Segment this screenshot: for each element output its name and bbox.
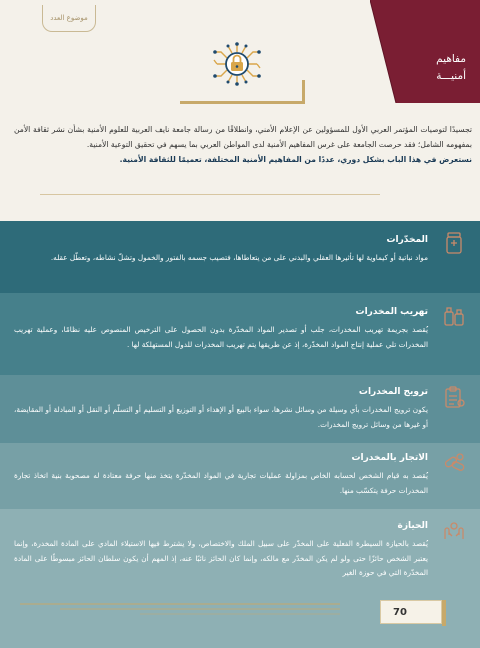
concept-section bbox=[0, 375, 480, 443]
title-line-2: أمنيـــة bbox=[436, 70, 466, 82]
concept-section bbox=[0, 293, 480, 375]
hands-icon bbox=[442, 519, 466, 543]
footer-decoration bbox=[20, 600, 340, 620]
capsules-icon bbox=[442, 451, 466, 475]
header-gold-accent bbox=[302, 80, 305, 104]
page-number-box bbox=[380, 600, 442, 624]
concept-body: يُقصد بالحيازة السيطرة الفعلية على المخدّر على سبيل الملك والاختصاص، ولا يشترط فيها الاستيلاء المادي على المادة المخدرة، وإنما يعتبر الشخص حائزًا حتى ولو لم يكن المخدّر مع مالكه، وإنما كان الحائز نائبًا عنه، إذ المهم أن يكون سلطان الحائز مبسوطًا على المادة المخدّرة التي في حوزة الغير bbox=[14, 539, 428, 577]
intro-paragraph: تجسيدًا لتوصيات المؤتمر العربي الأول للمسؤولين عن الإعلام الأمني، وانطلاقًا من رسالة جامعة نايف العربية للعلوم الأمنية بشأن نشر ثقافة الأمن بمفهومه الشامل؛ فقد حرصت الجامعة على غرس المفاهيم الأمنية لدى المواطن العربي بما يسهم في تحقيق التوعية الأمنية. bbox=[14, 125, 472, 150]
header-gold-line bbox=[180, 101, 305, 104]
intro-text bbox=[14, 122, 472, 168]
concept-section bbox=[0, 509, 480, 648]
page-title bbox=[396, 51, 466, 85]
intro-highlight: نستعرض في هذا الباب بشكل دوري، عددًا من المفاهيم الأمنية المختلفة، تعميمًا للثقافة الأمنية. bbox=[119, 155, 472, 165]
concept-title: الاتجار بالمخدرات bbox=[351, 453, 428, 463]
bottles-icon bbox=[442, 303, 466, 327]
concept-title: تهريب المخدرات bbox=[355, 307, 428, 317]
concept-title: الحيازة bbox=[397, 521, 428, 531]
title-line-1: مفاهيم bbox=[436, 53, 466, 65]
intro-divider bbox=[40, 194, 380, 195]
page-number-accent bbox=[442, 600, 446, 626]
concept-section bbox=[0, 443, 480, 509]
security-lock-circuit-icon bbox=[208, 38, 266, 90]
concept-body: يكون ترويج المخدرات بأي وسيلة من وسائل نشرها، سواء بالبيع أو الإهداء أو التوزيع أو التسليم أو التسلّم أو النقل أو المبادلة أو المقايضة، أو غيرها من وسائل ترويج المخدرات. bbox=[14, 405, 428, 429]
clipboard-icon bbox=[442, 385, 466, 409]
concepts-list bbox=[0, 221, 480, 648]
section-tag bbox=[42, 5, 96, 32]
page-number: 70 bbox=[393, 606, 407, 618]
pill-bottle-icon bbox=[442, 231, 466, 255]
concept-section bbox=[0, 221, 480, 293]
section-tag-label: موضوع العدد bbox=[50, 14, 88, 22]
concept-body: يُقصد بجريمة تهريب المخدرات، جلب أو تصدير المواد المخدّرة بدون الحصول على الترخيص المنصوص عليه نظامًا، وعملية تهريب المخدرات تلي عملية إنتاج المواد المخدّرة، إذ عن طريقها يتم تهريب المخدرات للدول المستهلكة لها . bbox=[14, 325, 428, 349]
concept-title: ترويج المخدرات bbox=[358, 387, 428, 397]
concept-body: يُقصد به قيام الشخص لحسابه الخاص بمزاولة عمليات تجارية في المواد المخدّرة يتخذ منها حرفة معتادة له مصحوبة بنية اتخاذ تجارة المخدرات حرفة يتكسّب منها. bbox=[14, 471, 428, 495]
concept-body: مواد نباتية أو كيماوية لها تأثيرها العقلي والبدني على من يتعاطاها، فتصيب جسمه بالفتور والخمول وتشلّ نشاطه، وتعطّل عقله. bbox=[50, 253, 428, 262]
concept-title: المخدّرات bbox=[386, 235, 428, 245]
corner-title-block bbox=[370, 0, 480, 103]
